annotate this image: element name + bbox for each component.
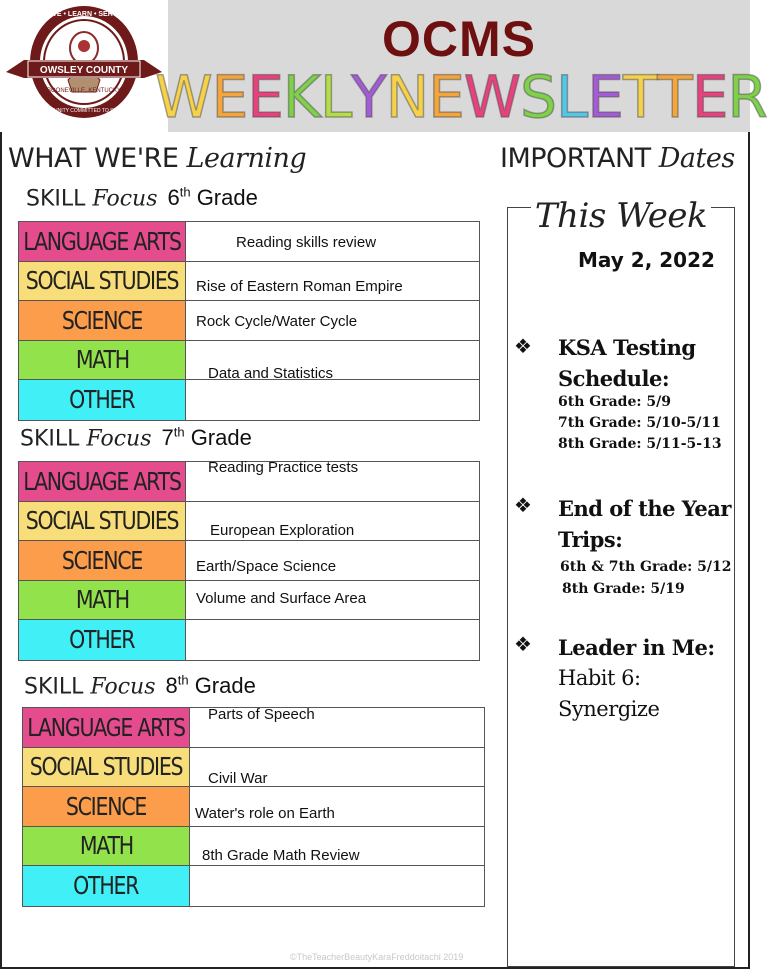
- table-row: [19, 459, 479, 502]
- subject-label: OTHER: [19, 380, 186, 420]
- grade-label: 6th Grade: [167, 185, 258, 211]
- topic-text: Volume and Surface Area: [196, 589, 367, 607]
- svg-text:A COMMUNITY COMMITTED TO SUCCE: A COMMUNITY COMMITTED TO SUCCESS: [33, 108, 135, 114]
- svg-text:LIVE • LEARN • SERVE: LIVE • LEARN • SERVE: [46, 11, 122, 18]
- event-title: [558, 493, 731, 555]
- event-detail: 7th Grade: 5/10-5/11: [558, 415, 721, 431]
- table-row: [19, 380, 479, 420]
- heading-part-2: Dates: [658, 143, 735, 174]
- table-row: [19, 620, 479, 660]
- subject-table-grade-6: [18, 221, 480, 421]
- skill-label: SKILL: [20, 426, 87, 452]
- table-row: [19, 262, 479, 302]
- topic-cell: [186, 222, 479, 261]
- table-row: [19, 301, 479, 341]
- event-title: [558, 632, 715, 725]
- topic-text: Water's role on Earth: [195, 805, 335, 822]
- table-row: [23, 787, 484, 827]
- school-acronym: OCMS: [382, 11, 536, 67]
- topic-cell: [190, 708, 484, 747]
- heading-part-1: IMPORTANT: [500, 143, 651, 174]
- topic-cell: [190, 787, 484, 826]
- focus-label: Focus: [90, 674, 156, 700]
- event-detail: 6th & 7th Grade: 5/12: [560, 559, 732, 575]
- what-were-learning-heading: [8, 143, 306, 174]
- topic-cell: [186, 301, 479, 340]
- subject-label: LANGUAGE ARTS: [19, 462, 186, 501]
- copyright-watermark: ©TheTeacherBeautyKaraFreddoitachi 2019: [290, 952, 464, 962]
- table-row: [23, 708, 484, 748]
- topic-cell: [190, 827, 484, 866]
- topic-cell: [186, 262, 479, 301]
- event-title-line: Schedule:: [558, 366, 670, 391]
- subject-label: SOCIAL STUDIES: [19, 262, 186, 301]
- subject-label: MATH: [23, 827, 190, 866]
- topic-text: Rise of Eastern Roman Empire: [196, 277, 403, 295]
- skill-focus-heading-grade-8: [24, 673, 256, 699]
- event-title-line: Leader in Me:: [558, 635, 715, 660]
- svg-text:BOONEVILLE, KENTUCKY: BOONEVILLE, KENTUCKY: [46, 88, 122, 94]
- week-date: May 2, 2022: [578, 248, 715, 272]
- topic-text: Earth/Space Science: [196, 558, 337, 575]
- topic-text: European Exploration: [210, 521, 355, 539]
- subject-label: OTHER: [23, 866, 190, 906]
- heading-part-1: WHAT WE'RE: [8, 143, 179, 174]
- event-item: [514, 493, 744, 623]
- topic-cell: [186, 581, 479, 620]
- table-row: [19, 541, 479, 581]
- svg-text:OWSLEY COUNTY: OWSLEY COUNTY: [39, 65, 129, 76]
- topic-cell: [186, 380, 479, 420]
- topic-cell: [190, 748, 484, 787]
- skill-label: SKILL: [24, 674, 91, 700]
- heading-part-2: Learning: [186, 143, 307, 174]
- event-detail: 6th Grade: 5/9: [558, 394, 671, 410]
- topic-cell: [186, 541, 479, 580]
- subject-label: SCIENCE: [19, 301, 186, 340]
- event-title-line: Trips:: [558, 527, 623, 552]
- skill-focus-heading-grade-7: [20, 425, 252, 451]
- topic-text: Rock Cycle/Water Cycle: [196, 313, 358, 330]
- table-row: [23, 866, 484, 906]
- focus-label: Focus: [86, 426, 152, 452]
- topic-text: Parts of Speech: [208, 706, 315, 723]
- table-row: [19, 222, 479, 262]
- subject-label: SOCIAL STUDIES: [19, 502, 186, 541]
- table-row: [23, 827, 484, 867]
- event-title: [558, 332, 696, 394]
- subject-label: SCIENCE: [19, 541, 186, 580]
- subject-label: LANGUAGE ARTS: [19, 222, 186, 261]
- this-week-heading: This Week: [534, 196, 708, 236]
- grade-label: 7th Grade: [161, 425, 252, 451]
- event-title-line: Habit 6:: [558, 666, 641, 690]
- topic-text: 8th Grade Math Review: [202, 846, 360, 864]
- owsley-county-seal-icon: [0, 0, 168, 132]
- event-detail: 8th Grade: 5/11-5-13: [558, 436, 722, 452]
- grade-label: 8th Grade: [165, 673, 256, 699]
- event-item: [514, 632, 744, 762]
- event-item: [514, 332, 744, 462]
- topic-cell: [186, 620, 479, 660]
- subject-label: SOCIAL STUDIES: [23, 748, 190, 787]
- event-title-line: KSA Testing: [558, 335, 696, 360]
- table-row: [23, 748, 484, 788]
- event-title-line: End of the Year: [558, 496, 731, 521]
- topic-text: Data and Statistics: [208, 364, 334, 382]
- table-row: [19, 341, 479, 381]
- subject-label: MATH: [19, 341, 186, 380]
- topic-cell: [186, 459, 479, 501]
- table-row: [19, 581, 479, 621]
- diamond-bullet-icon: ❖: [514, 634, 532, 656]
- subject-table-grade-7: [18, 461, 480, 661]
- table-row: [19, 502, 479, 542]
- skill-label: SKILL: [26, 186, 93, 212]
- diamond-bullet-icon: ❖: [514, 336, 532, 358]
- topic-cell: [186, 502, 479, 541]
- newsletter-title: W E E K L Y N E W S L E T T E R: [155, 63, 767, 131]
- topic-text: Civil War: [208, 769, 268, 787]
- subject-label: LANGUAGE ARTS: [23, 708, 190, 747]
- event-detail: 8th Grade: 5/19: [562, 581, 685, 597]
- school-logo: [0, 0, 168, 132]
- diamond-bullet-icon: ❖: [514, 495, 532, 517]
- focus-label: Focus: [92, 186, 158, 212]
- subject-label: OTHER: [19, 620, 186, 660]
- event-title-line: Synergize: [558, 697, 660, 721]
- important-dates-heading: [500, 143, 735, 174]
- topic-cell: [186, 341, 479, 380]
- subject-table-grade-8: [22, 707, 485, 907]
- topic-text: Reading skills review: [236, 234, 377, 251]
- subject-label: SCIENCE: [23, 787, 190, 826]
- topic-cell: [190, 866, 484, 906]
- subject-label: MATH: [19, 581, 186, 620]
- topic-text: Reading Practice tests: [208, 459, 359, 476]
- skill-focus-heading-grade-6: [26, 185, 258, 211]
